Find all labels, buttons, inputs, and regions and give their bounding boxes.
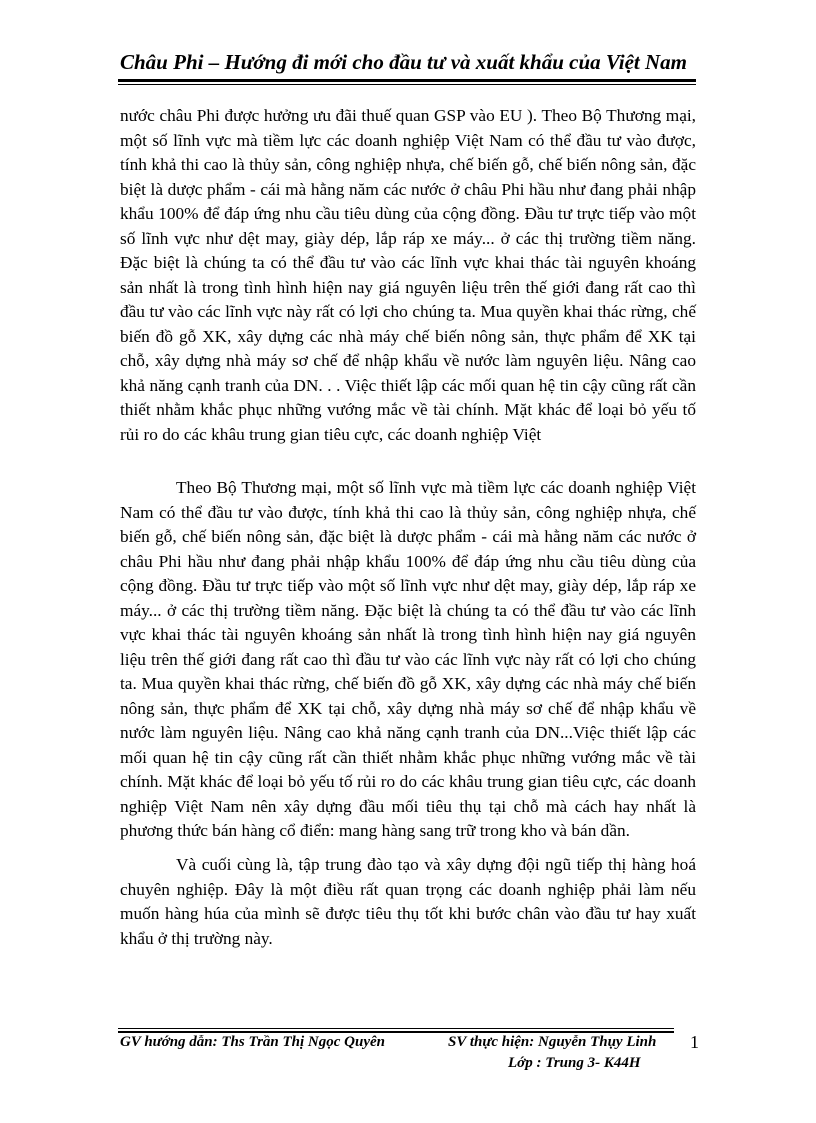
footer-rule-secondary	[118, 1031, 674, 1033]
footer-rule	[118, 1028, 674, 1029]
body-paragraph-1: nước châu Phi được hưởng ưu đãi thuế quan GSP vào EU ). Theo Bộ Thương mại, một số lĩnh vực mà tiềm lực các doanh nghiệp Việt Nam có thể đầu tư vào được, tính khả thi cao là thủy sản, công nghiệp nhựa, chế biến gỗ, chế biến nông sản, đặc biệt là dược phẩm - cái mà hằng năm các nước ở châu Phi hầu như đang phải nhập khẩu 100% để đáp ứng nhu cầu tiêu dùng của cộng đồng. Đầu tư trực tiếp vào một số lĩnh vực như dệt may, giày dép, lắp ráp xe máy... ở các thị trường tiềm năng. Đặc biệt là chúng ta có thể đầu tư vào các lĩnh vực khai thác tài nguyên khoáng sản nhất là trong tình hình hiện nay giá nguyên liệu trên thế giới đang rất cao thì đầu tư vào các lĩnh vực này rất có lợi cho chúng ta. Mua quyền khai thác rừng, chế biến đồ gỗ XK, xây dựng các nhà máy chế biến nông sản, thực phẩm để XK tại chỗ, xây dựng nhà máy sơ chế để nhập khẩu về nước làm nguyên liệu. Nâng cao khả năng cạnh tranh của DN. . . Việc thiết lập các mối quan hệ tin cậy cũng rất cần thiết nhằm khắc phục những vướng mắc về tài chính. Mặt khác để loại bỏ yếu tố rủi ro do các khâu trung gian tiêu cực, các doanh nghiệp Việt	[120, 106, 696, 444]
body-paragraph-2: Theo Bộ Thương mại, một số lĩnh vực mà tiềm lực các doanh nghiệp Việt Nam có thể đầu tư vào được, tính khả thi cao là thủy sản, công nghiệp nhựa, chế biến gỗ, chế biến nông sản, đặc biệt là dược phẩm - cái mà hằng năm các nước ở châu Phi hầu như đang phải nhập khẩu 100% để đáp ứng nhu cầu tiêu dùng của cộng đồng. Đầu tư trực tiếp vào một số lĩnh vực như dệt may, giày dép, lắp ráp xe máy... ở các thị trường tiềm năng. Đặc biệt là chúng ta có thể đầu tư vào các lĩnh vực khai thác tài nguyên khoáng sản nhất là trong tình hình hiện nay giá nguyên liệu trên thế giới đang rất cao thì đầu tư vào các lĩnh vực này rất có lợi cho chúng ta. Mua quyền khai thác rừng, chế biến đồ gỗ XK, xây dựng các nhà máy chế biến nông sản, thực phẩm để XK tại chỗ, xây dựng nhà máy sơ chế để nhập khẩu về nước làm nguyên liệu. Nâng cao khả năng cạnh tranh của DN...Việc thiết lập các mối quan hệ tin cậy cũng rất cần thiết nhằm khắc phục những vướng mắc về tài chính. Mặt khác để loại bỏ yếu tố rủi ro do các khâu trung gian tiêu cực, các doanh nghiệp Việt Nam nên xây dựng đầu mối tiêu thụ tại chỗ mà cách hay nhất là phương thức bán hàng cổ điển: mang hàng sang trữ trong kho và bán dần.	[120, 478, 696, 840]
footer-student: SV thực hiện: Nguyễn Thụy Linh	[448, 1034, 657, 1050]
body-paragraph-3: Và cuối cùng là, tập trung đào tạo và xây dựng đội ngũ tiếp thị hàng hoá chuyên nghiệp. Đây là một điều rất quan trọng các doanh nghiệp phải làm nếu muốn hàng húa của mình sẽ được tiêu thụ tốt khi bước chân vào đầu tư hay xuất khẩu ở thị trường này.	[120, 855, 696, 948]
page-number: 1	[690, 1032, 699, 1052]
footer-class: Lớp : Trung 3- K44H	[508, 1055, 641, 1071]
header-rule	[118, 79, 696, 82]
footer-instructor: GV hướng dẫn: Ths Trần Thị Ngọc Quyên	[120, 1034, 385, 1050]
header-rule-secondary	[118, 84, 696, 85]
page-header-title: Châu Phi – Hướng đi mới cho đầu tư và xuất khẩu của Việt Nam	[120, 50, 687, 74]
